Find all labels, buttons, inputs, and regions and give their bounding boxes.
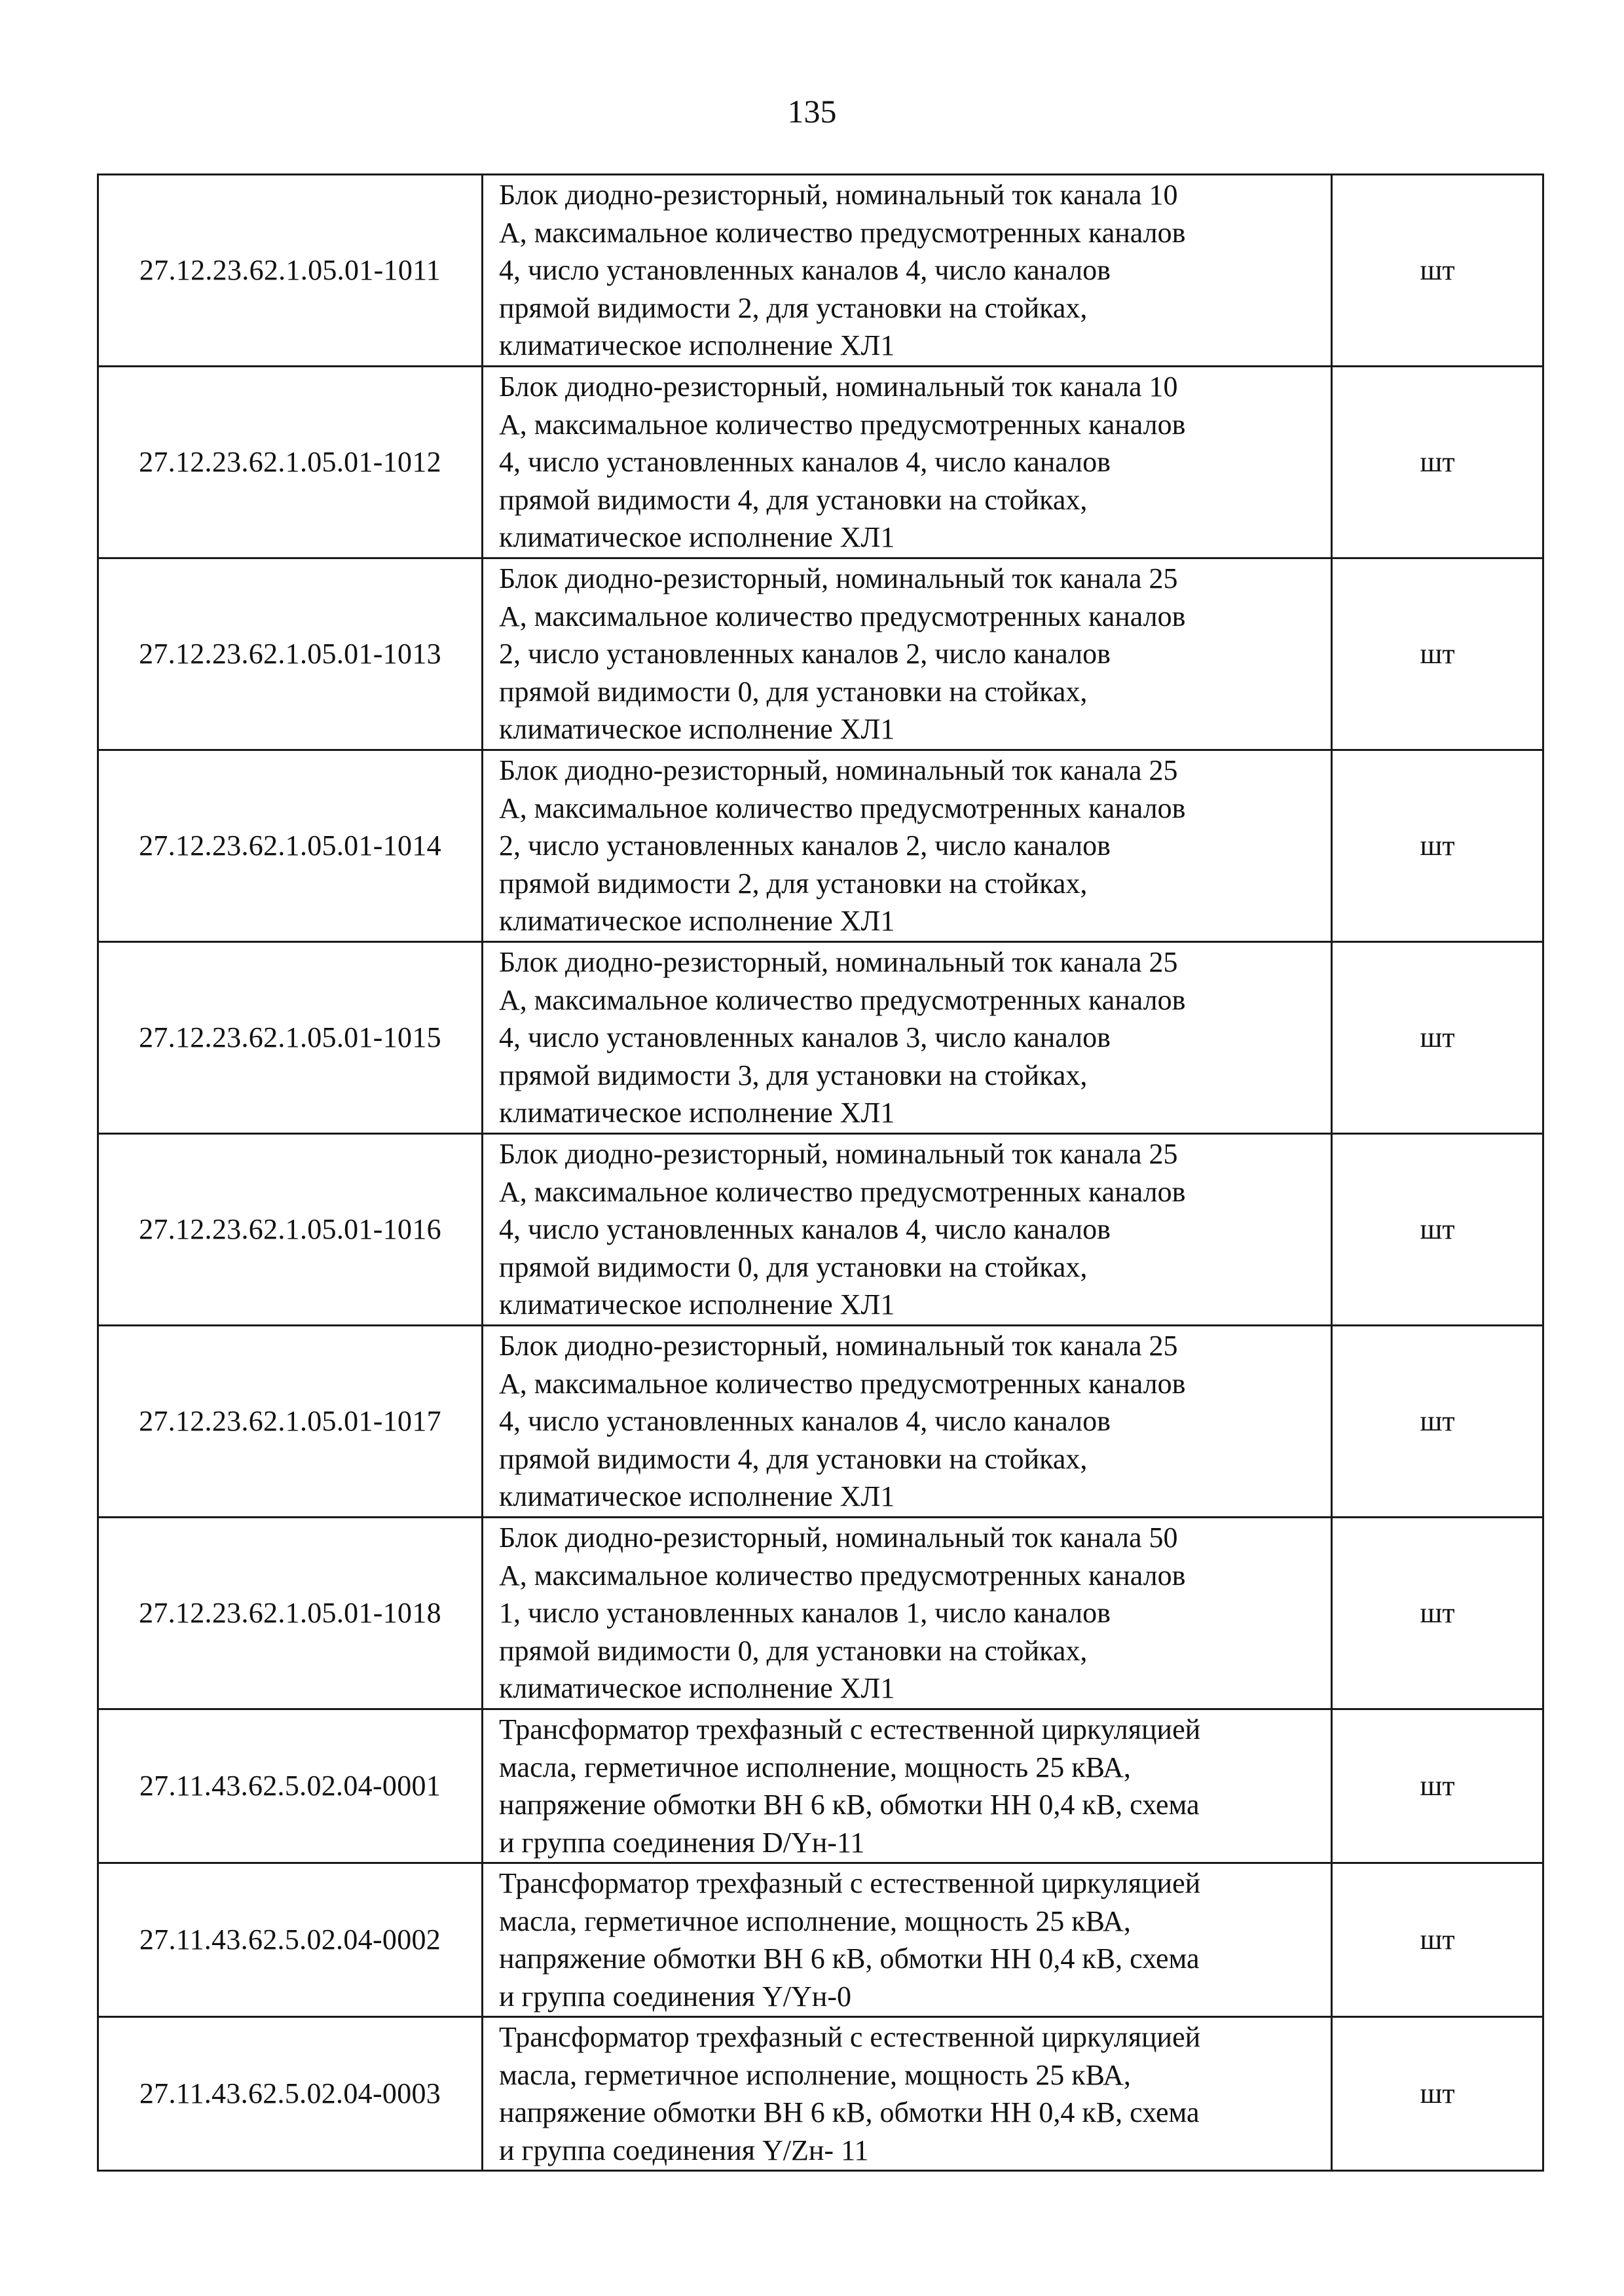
description-line: 2, число установленных каналов 2, число каналов bbox=[499, 829, 1111, 862]
description-line: прямой видимости 4, для установки на стойках, bbox=[499, 1442, 1088, 1475]
unit-of-measure: шт bbox=[1332, 2017, 1543, 2171]
description-line: 1, число установленных каналов 1, число каналов bbox=[499, 1597, 1111, 1630]
description-line: климатическое исполнение ХЛ1 bbox=[499, 329, 895, 362]
description-line: и группа соединения Y/Zн- 11 bbox=[499, 2134, 869, 2166]
description-line: Блок диодно-резисторный, номинальный ток канала 10 bbox=[499, 179, 1178, 211]
unit-of-measure: шт bbox=[1332, 1326, 1543, 1518]
table-row bbox=[98, 367, 1543, 558]
resource-code: 27.12.23.62.1.05.01-1018 bbox=[98, 1518, 483, 1709]
unit-of-measure: шт bbox=[1332, 1518, 1543, 1709]
description-line: 4, число установленных каналов 4, число каналов bbox=[499, 446, 1111, 479]
unit-of-measure: шт bbox=[1332, 1134, 1543, 1326]
description-line: напряжение обмотки ВН 6 кВ, обмотки НН 0,4 кВ, схема bbox=[499, 2096, 1200, 2128]
description-line: и группа соединения Y/Yн-0 bbox=[499, 1980, 851, 2013]
description-line: напряжение обмотки ВН 6 кВ, обмотки НН 0,4 кВ, схема bbox=[499, 1942, 1200, 1975]
resource-description bbox=[483, 750, 1332, 942]
resource-description bbox=[483, 1863, 1332, 2017]
description-line: прямой видимости 2, для установки на стойках, bbox=[499, 867, 1088, 900]
resource-code: 27.11.43.62.5.02.04-0003 bbox=[98, 2017, 483, 2171]
description-line: А, максимальное количество предусмотренных каналов bbox=[499, 408, 1186, 441]
description-line: климатическое исполнение ХЛ1 bbox=[499, 1672, 895, 1705]
table-row bbox=[98, 1518, 1543, 1709]
resource-description bbox=[483, 558, 1332, 750]
table-row bbox=[98, 1863, 1543, 2017]
description-line: А, максимальное количество предусмотренных каналов bbox=[499, 1367, 1186, 1400]
description-line: Блок диодно-резисторный, номинальный ток канала 50 bbox=[499, 1522, 1178, 1554]
description-line: 2, число установленных каналов 2, число каналов bbox=[499, 638, 1111, 670]
resource-description bbox=[483, 175, 1332, 367]
resource-code: 27.12.23.62.1.05.01-1015 bbox=[98, 942, 483, 1134]
table-row bbox=[98, 1326, 1543, 1518]
unit-of-measure: шт bbox=[1332, 558, 1543, 750]
resource-code: 27.12.23.62.1.05.01-1017 bbox=[98, 1326, 483, 1518]
resource-table bbox=[97, 173, 1544, 2172]
resource-code: 27.12.23.62.1.05.01-1012 bbox=[98, 367, 483, 558]
description-line: климатическое исполнение ХЛ1 bbox=[499, 1097, 895, 1129]
description-line: прямой видимости 0, для установки на стойках, bbox=[499, 1250, 1088, 1283]
description-line: Трансформатор трехфазный с естественной циркуляцией bbox=[499, 1713, 1201, 1745]
description-line: А, максимальное количество предусмотренных каналов bbox=[499, 1175, 1186, 1208]
description-line: масла, герметичное исполнение, мощность 25 кВА, bbox=[499, 2058, 1131, 2091]
resource-code: 27.11.43.62.5.02.04-0001 bbox=[98, 1709, 483, 1863]
description-line: А, максимальное количество предусмотренных каналов bbox=[499, 1559, 1186, 1592]
description-line: А, максимальное количество предусмотренных каналов bbox=[499, 792, 1186, 824]
description-line: масла, герметичное исполнение, мощность 25 кВА, bbox=[499, 1751, 1131, 1783]
page-number: 135 bbox=[787, 93, 837, 130]
description-line: 4, число установленных каналов 4, число каналов bbox=[499, 1213, 1111, 1246]
description-line: напряжение обмотки ВН 6 кВ, обмотки НН 0,4 кВ, схема bbox=[499, 1789, 1200, 1821]
table-row bbox=[98, 942, 1543, 1134]
description-line: Блок диодно-резисторный, номинальный ток канала 25 bbox=[499, 754, 1178, 787]
table-row bbox=[98, 558, 1543, 750]
table-body bbox=[98, 175, 1543, 2171]
resource-code: 27.12.23.62.1.05.01-1014 bbox=[98, 750, 483, 942]
resource-code: 27.12.23.62.1.05.01-1011 bbox=[98, 175, 483, 367]
description-line: Блок диодно-резисторный, номинальный ток канала 25 bbox=[499, 946, 1178, 979]
description-line: А, максимальное количество предусмотренных каналов bbox=[499, 983, 1186, 1016]
unit-of-measure: шт bbox=[1332, 1709, 1543, 1863]
description-line: Блок диодно-резисторный, номинальный ток канала 10 bbox=[499, 371, 1178, 403]
unit-of-measure: шт bbox=[1332, 1863, 1543, 2017]
unit-of-measure: шт bbox=[1332, 942, 1543, 1134]
description-line: климатическое исполнение ХЛ1 bbox=[499, 1480, 895, 1513]
table-row bbox=[98, 1134, 1543, 1326]
description-line: прямой видимости 0, для установки на стойках, bbox=[499, 1634, 1088, 1667]
description-line: климатическое исполнение ХЛ1 bbox=[499, 1288, 895, 1321]
description-line: А, максимальное количество предусмотренных каналов bbox=[499, 600, 1186, 632]
description-line: масла, герметичное исполнение, мощность 25 кВА, bbox=[499, 1904, 1131, 1937]
unit-of-measure: шт bbox=[1332, 750, 1543, 942]
table-row bbox=[98, 2017, 1543, 2171]
table-row bbox=[98, 750, 1543, 942]
description-line: и группа соединения D/Yн-11 bbox=[499, 1826, 865, 1859]
resource-description bbox=[483, 1326, 1332, 1518]
description-line: Трансформатор трехфазный с естественной циркуляцией bbox=[499, 2021, 1201, 2053]
description-line: А, максимальное количество предусмотренных каналов bbox=[499, 216, 1186, 249]
description-line: 4, число установленных каналов 3, число каналов bbox=[499, 1021, 1111, 1054]
resource-description bbox=[483, 367, 1332, 558]
description-line: 4, число установленных каналов 4, число каналов bbox=[499, 1405, 1111, 1438]
description-line: прямой видимости 4, для установки на стойках, bbox=[499, 483, 1088, 516]
resource-description bbox=[483, 1134, 1332, 1326]
resource-code: 27.12.23.62.1.05.01-1013 bbox=[98, 558, 483, 750]
description-line: климатическое исполнение ХЛ1 bbox=[499, 521, 895, 554]
unit-of-measure: шт bbox=[1332, 175, 1543, 367]
resource-code: 27.11.43.62.5.02.04-0002 bbox=[98, 1863, 483, 2017]
resource-description bbox=[483, 942, 1332, 1134]
resource-code: 27.12.23.62.1.05.01-1016 bbox=[98, 1134, 483, 1326]
description-line: Блок диодно-резисторный, номинальный ток канала 25 bbox=[499, 1138, 1178, 1171]
description-line: прямой видимости 3, для установки на стойках, bbox=[499, 1059, 1088, 1091]
description-line: прямой видимости 0, для установки на стойках, bbox=[499, 675, 1088, 708]
description-line: прямой видимости 2, для установки на стойках, bbox=[499, 291, 1088, 324]
description-line: Блок диодно-резисторный, номинальный ток канала 25 bbox=[499, 562, 1178, 595]
unit-of-measure: шт bbox=[1332, 367, 1543, 558]
resource-description bbox=[483, 1518, 1332, 1709]
table-row bbox=[98, 175, 1543, 367]
description-line: Трансформатор трехфазный с естественной циркуляцией bbox=[499, 1867, 1201, 1899]
description-line: климатическое исполнение ХЛ1 bbox=[499, 713, 895, 746]
description-line: 4, число установленных каналов 4, число каналов bbox=[499, 254, 1111, 287]
resource-description bbox=[483, 2017, 1332, 2171]
description-line: Блок диодно-резисторный, номинальный ток канала 25 bbox=[499, 1330, 1178, 1362]
table-row bbox=[98, 1709, 1543, 1863]
resource-description bbox=[483, 1709, 1332, 1863]
description-line: климатическое исполнение ХЛ1 bbox=[499, 905, 895, 938]
